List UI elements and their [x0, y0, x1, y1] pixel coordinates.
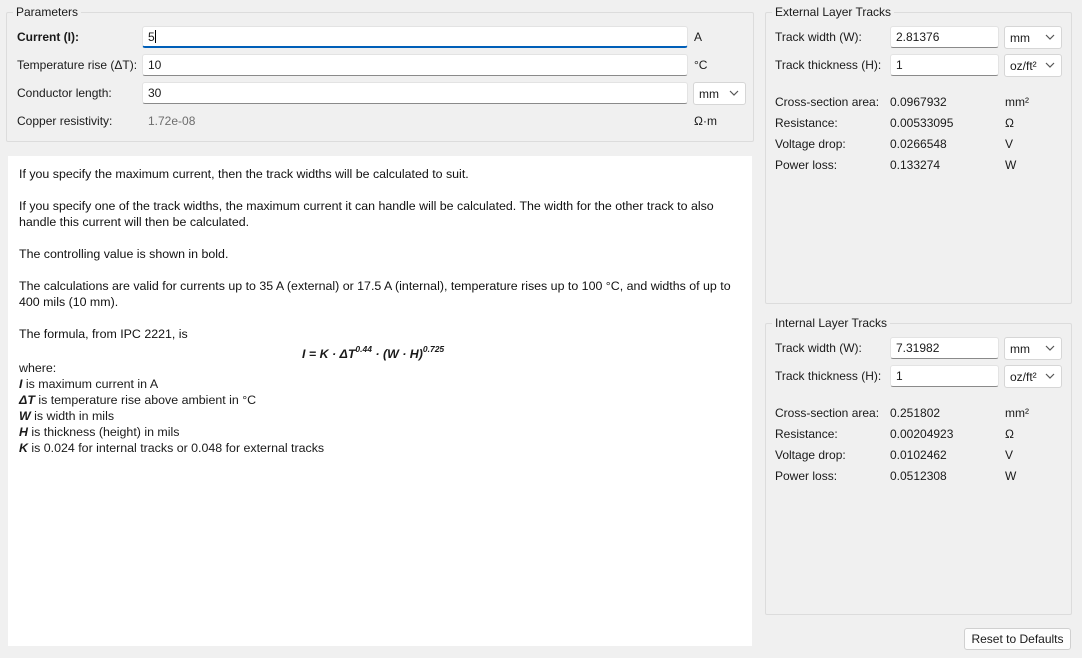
def-text: is maximum current in A — [22, 377, 159, 391]
internal-group-title: Internal Layer Tracks — [772, 316, 890, 330]
int-resistance-value: 0.00204923 — [890, 427, 954, 441]
def-delta-t — [19, 392, 256, 408]
parameters-group-title: Parameters — [13, 5, 81, 19]
ext-resistance-unit: Ω — [1005, 116, 1014, 130]
int-thickness-unit-select[interactable] — [1004, 365, 1062, 388]
int-area-unit: mm² — [1005, 406, 1029, 420]
ext-ploss-label: Power loss: — [775, 158, 838, 172]
ext-area-unit: mm² — [1005, 95, 1029, 109]
chevron-down-icon — [1045, 33, 1055, 41]
help-paragraph-1: If you specify the maximum current, then the track widths will be calculated to suit. — [19, 167, 469, 181]
current-label: Current (I): — [17, 30, 79, 44]
def-text: is width in mils — [30, 409, 115, 423]
int-ploss-value: 0.0512308 — [890, 469, 947, 483]
where-label: where: — [19, 361, 57, 375]
ext-ploss-value: 0.133274 — [890, 158, 941, 172]
length-label: Conductor length: — [17, 86, 112, 100]
def-symbol: H — [19, 425, 28, 439]
int-ploss-unit: W — [1005, 469, 1017, 483]
int-ploss-label: Power loss: — [775, 469, 838, 483]
chevron-down-icon — [729, 89, 739, 97]
temp-rise-input[interactable]: 10 — [142, 54, 688, 76]
ext-thickness-unit-select[interactable] — [1004, 54, 1062, 77]
resistivity-label: Copper resistivity: — [17, 114, 113, 128]
int-thickness-unit-value: oz/ft² — [1010, 370, 1037, 384]
ext-thickness-input[interactable]: 1 — [890, 54, 999, 76]
formula-mid: · (W · H) — [371, 347, 423, 361]
def-i — [19, 376, 158, 392]
ext-resistance-value: 0.00533095 — [890, 116, 954, 130]
current-value: 5 — [148, 30, 155, 44]
ext-ploss-unit: W — [1005, 158, 1017, 172]
ipc-formula — [302, 344, 444, 361]
int-width-label: Track width (W): — [775, 341, 862, 355]
reset-defaults-button[interactable]: Reset to Defaults — [964, 628, 1071, 650]
ext-area-label: Cross-section area: — [775, 95, 880, 109]
int-resistance-unit: Ω — [1005, 427, 1014, 441]
def-symbol: I — [19, 377, 23, 391]
external-group-title: External Layer Tracks — [772, 5, 894, 19]
resistivity-field: 1.72e-08 — [142, 110, 688, 132]
int-area-label: Cross-section area: — [775, 406, 880, 420]
int-resistance-label: Resistance: — [775, 427, 838, 441]
def-symbol: W — [19, 409, 31, 423]
current-input[interactable] — [142, 26, 688, 48]
def-symbol: ΔT — [19, 393, 35, 407]
ext-area-value: 0.0967932 — [890, 95, 947, 109]
length-input[interactable]: 30 — [142, 82, 688, 104]
def-h — [19, 424, 179, 440]
def-text: is temperature rise above ambient in °C — [34, 393, 257, 407]
int-vdrop-label: Voltage drop: — [775, 448, 846, 462]
ext-vdrop-label: Voltage drop: — [775, 137, 846, 151]
help-paragraph-4: The calculations are valid for currents up to 35 A (external) or 17.5 A (internal), temperature rises up to 100 °C, and widths of up to 400 mils (10 mm). — [19, 279, 731, 309]
formula-exp1: 0.44 — [355, 344, 372, 354]
ext-width-input[interactable]: 2.81376 — [890, 26, 999, 48]
help-panel — [8, 156, 752, 646]
int-thickness-input[interactable]: 1 — [890, 365, 999, 387]
ext-width-unit-value: mm — [1010, 31, 1030, 45]
ext-resistance-label: Resistance: — [775, 116, 838, 130]
text-caret — [155, 30, 156, 43]
ext-width-unit-select[interactable] — [1004, 26, 1062, 49]
int-width-unit-value: mm — [1010, 342, 1030, 356]
help-paragraph-2: If you specify one of the track widths, the maximum current it can handle will be calculated. The width for the other track to also handle this current will then be calculated. — [19, 199, 714, 229]
ext-vdrop-unit: V — [1005, 137, 1014, 151]
int-width-unit-select[interactable] — [1004, 337, 1062, 360]
resistivity-unit: Ω·m — [694, 114, 717, 128]
int-thickness-label: Track thickness (H): — [775, 369, 882, 383]
int-area-value: 0.251802 — [890, 406, 941, 420]
ext-thickness-label: Track thickness (H): — [775, 58, 882, 72]
int-width-input[interactable]: 7.31982 — [890, 337, 999, 359]
def-k — [19, 440, 324, 456]
chevron-down-icon — [1045, 372, 1055, 380]
help-paragraph-3: The controlling value is shown in bold. — [19, 247, 229, 261]
def-text: is 0.024 for internal tracks or 0.048 for external tracks — [27, 441, 325, 455]
def-w — [19, 408, 114, 424]
help-paragraph-5: The formula, from IPC 2221, is — [19, 327, 188, 341]
current-unit: A — [694, 30, 703, 44]
length-unit-value: mm — [699, 87, 719, 101]
ext-width-label: Track width (W): — [775, 30, 862, 44]
formula-base: I = K · ΔT — [302, 347, 356, 361]
formula-exp2: 0.725 — [422, 344, 445, 354]
length-unit-select[interactable] — [693, 82, 746, 105]
def-symbol: K — [19, 441, 28, 455]
int-vdrop-value: 0.0102462 — [890, 448, 947, 462]
chevron-down-icon — [1045, 344, 1055, 352]
ext-thickness-unit-value: oz/ft² — [1010, 59, 1037, 73]
temp-rise-unit: °C — [694, 58, 708, 72]
def-text: is thickness (height) in mils — [27, 425, 180, 439]
ext-vdrop-value: 0.0266548 — [890, 137, 947, 151]
int-vdrop-unit: V — [1005, 448, 1014, 462]
chevron-down-icon — [1045, 61, 1055, 69]
temp-rise-label: Temperature rise (ΔT): — [17, 58, 138, 72]
